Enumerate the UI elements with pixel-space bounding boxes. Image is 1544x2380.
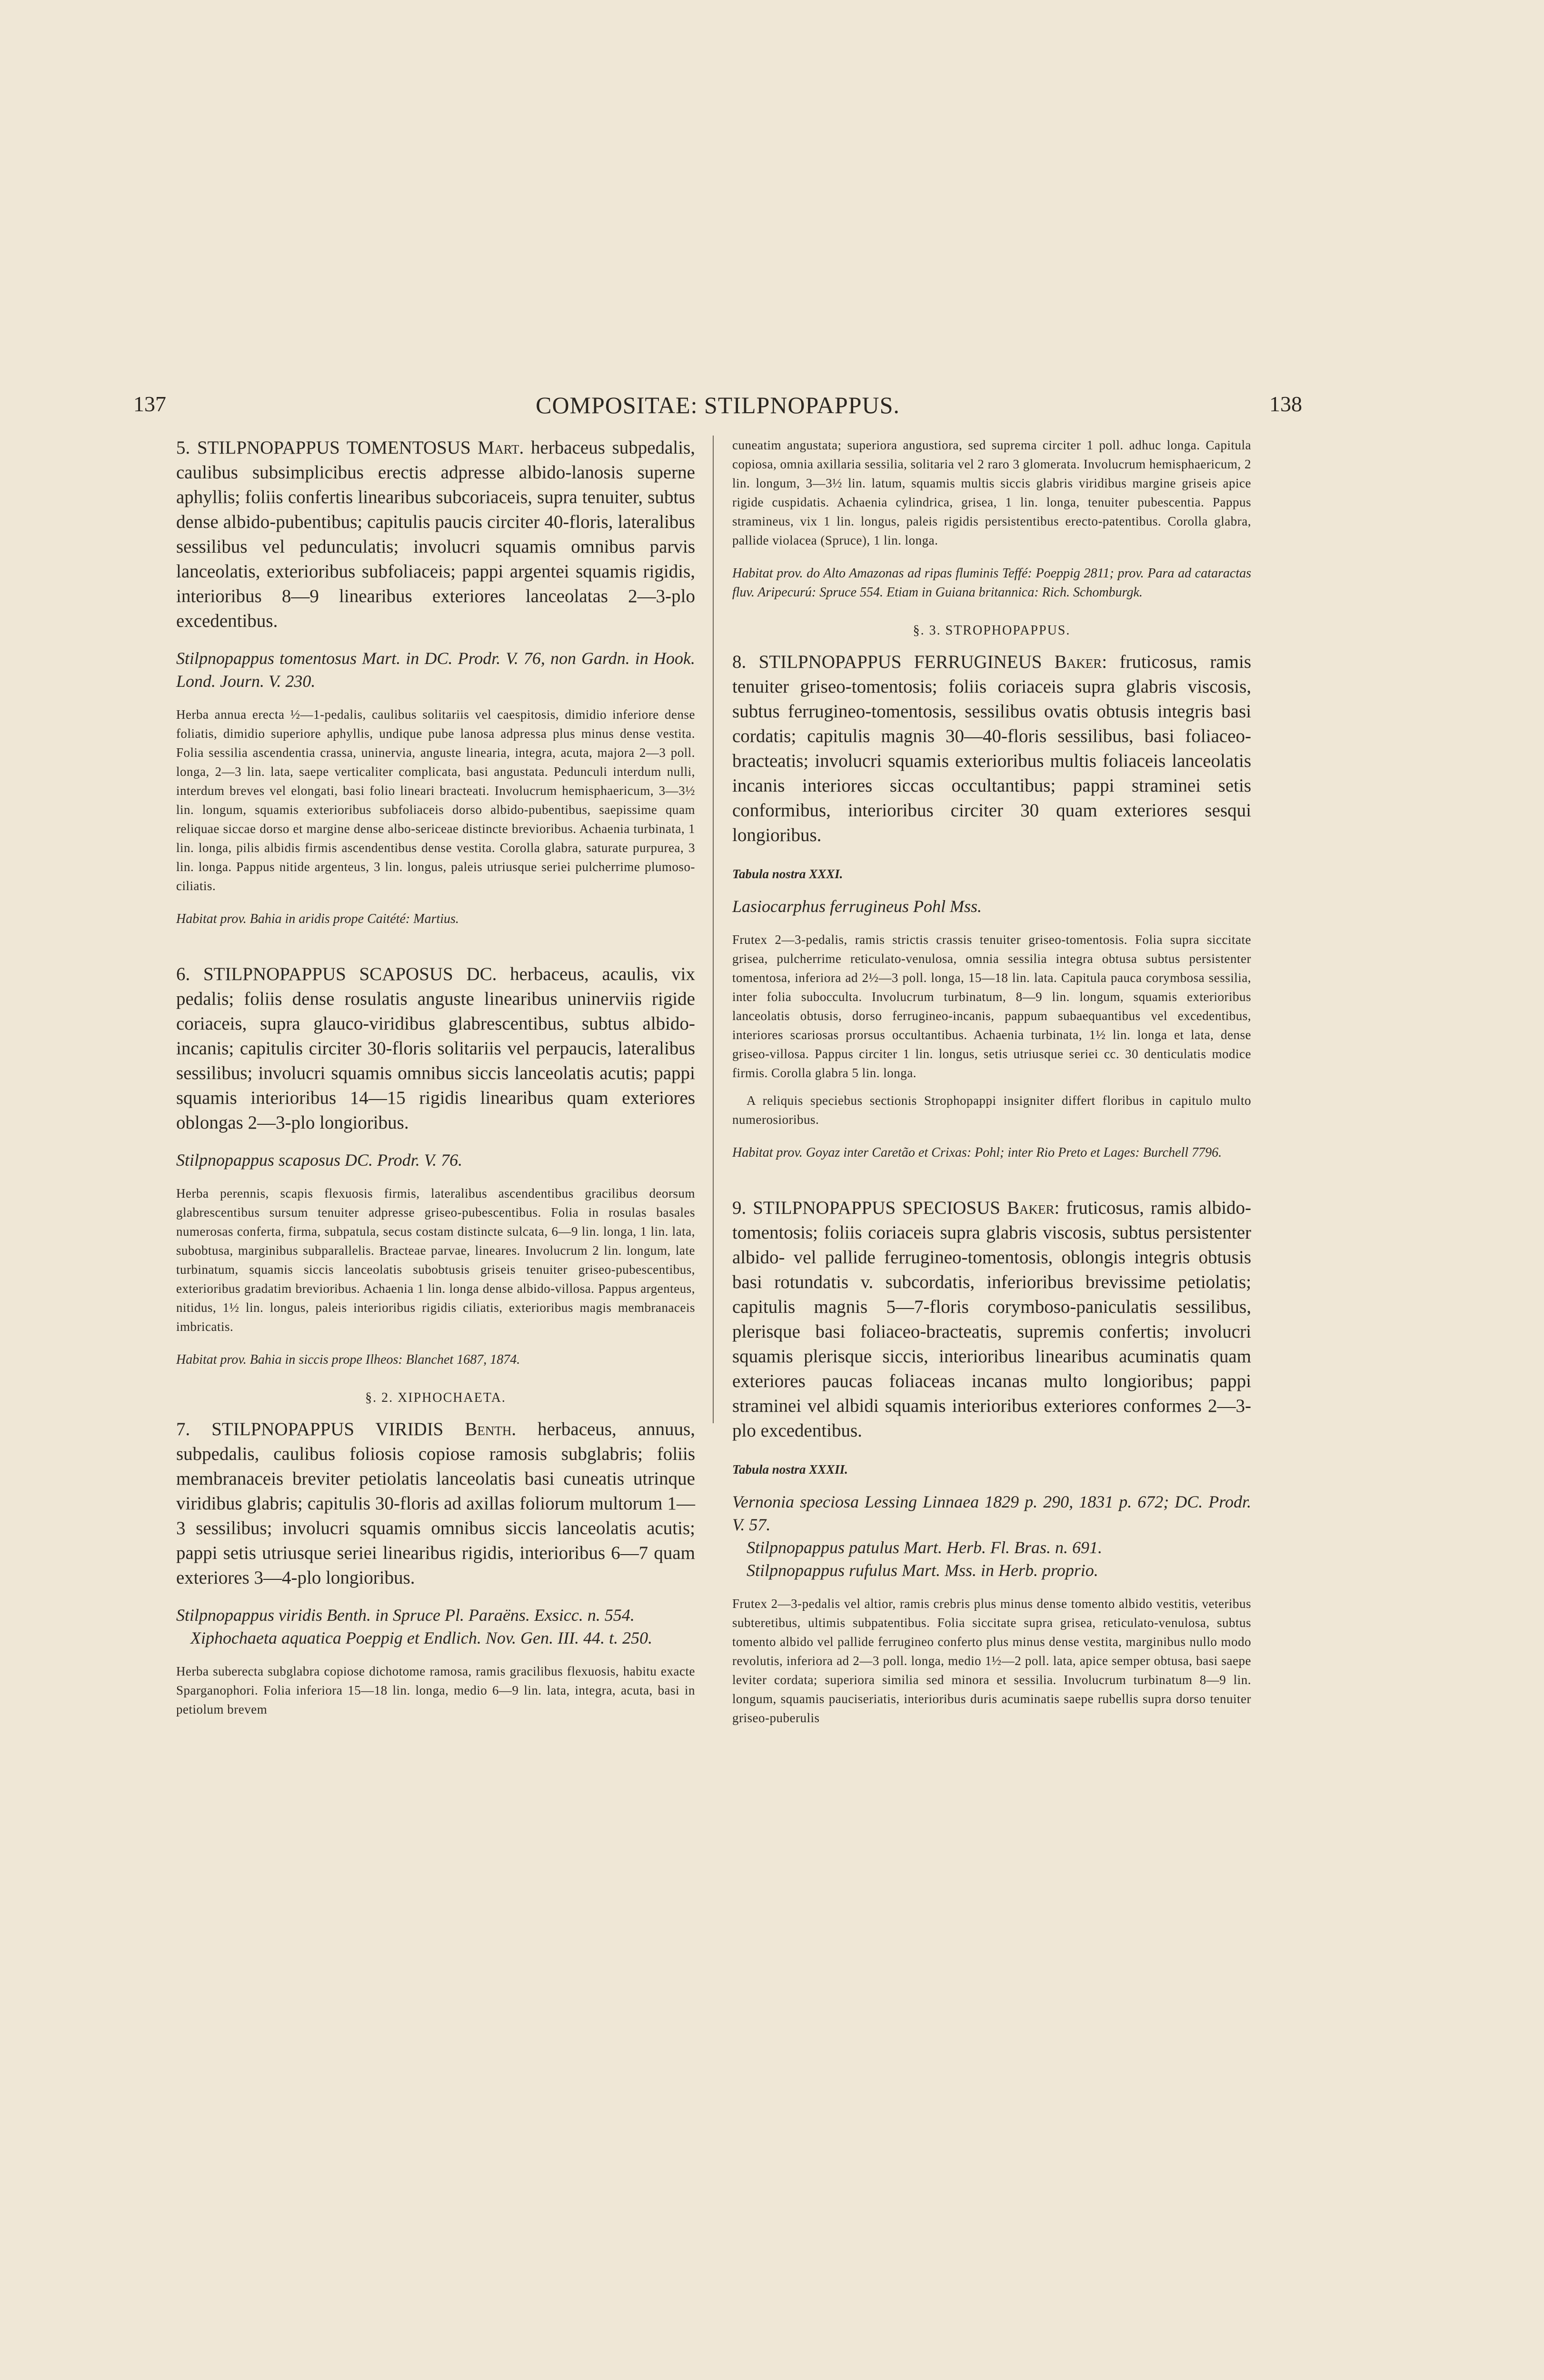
species-7-synonym-1: Stilpnopappus viridis Benth. in Spruce Pl. Paraëns. Exsicc. n. 554. [176,1606,635,1625]
species-9-heading: 9. STILPNOPAPPUS SPECIOSUS [732,1198,1000,1218]
section-2-heading: §. 2. XIPHOCHAETA. [365,1390,506,1405]
species-7-text: herbaceus, annuus, subpedalis, caulibus foliosis copiose ramosis subglabris; foliis membranaceis breviter petiolatis lanceolatis basi cuneatis utrinque viridibus glabris; capitulis 30-floris ad axillas foliorum multorum 1—3 sessilibus; involucri squamis omnibus siccis lanceolatis acutis; pappi setis utriusque seriei linearibus rigidis, interioribus 6—7 quam exteriores 3—4-plo longioribus. [176,1419,696,1588]
species-7-description: Herba suberecta subglabra copiose dichotome ramosa, ramis gracilibus flexuosis, habitu exacte Sparganophori. Folia inferiora 15—18 lin. longa, medio 6—9 lin. lata, integra, acuta, basi in petiolum brevem [176,1664,695,1716]
species-9-description: Frutex 2—3-pedalis vel altior, ramis crebris plus minus dense tomento albido vestitis, veteribus subteretibus, ultimis subpatentibus. Folia siccitate supra grisea, reticulato-venulosa, subtus tomento albido vel pallide ferrugineo conferto plus minus dense vestita, marginibus nullo modo revolutis, inferiora ad 2—3 poll. longa, medio 1½—2 poll. lata, apice semper obtusa, basi saepe leviter cordata; superiora similia sed minora et sessilia. Involucrum turbinatum 8—9 lin. longum, squamis pauciseriatis, interioribus duris acuminatis saepe rubellis supra dorso tenuiter griseo-puberulis [732,1597,1251,1725]
species-9-diagnosis [732,1196,1251,1443]
species-8-note: A reliquis speciebus sectionis Strophopappi insigniter differt floribus in capitulo multo numerosioribus. [732,1093,1251,1127]
species-8-habitat: Habitat prov. Goyaz inter Caretão et Crixas: Pohl; inter Rio Preto et Lages: Burchell 7796. [732,1145,1222,1160]
page-number-left: 137 [133,392,166,416]
species-8-author: Baker: [1054,652,1107,672]
species-8-diagnosis [732,650,1251,848]
species-9-synonym-2: Stilpnopappus patulus Mart. Herb. Fl. Bras. n. 691. [747,1538,1103,1557]
species-5-habitat: Habitat prov. Bahia in aridis prope Caitété: Martius. [176,912,459,926]
page-number-right: 138 [1269,392,1302,416]
species-6-heading: 6. STILPNOPAPPUS SCAPOSUS [176,964,453,984]
species-9-author: Baker: [1007,1198,1060,1218]
species-9-synonym-1: Vernonia speciosa Lessing Linnaea 1829 p. 290, 1831 p. 672; DC. Prodr. V. 57. [732,1492,1251,1534]
species-6-description: Herba perennis, scapis flexuosis firmis, lateralibus ascendentibus gracilibus deorsum glabrescentibus sursum tenuiter adpresse griseo-pubescentibus. Folia in rosulas basales numerosas conferta, firma, subpatula, secus costam distincte sulcata, 6—9 lin. longa, 1 lin. lata, subobtusa, marginibus subparallelis. Bracteae parvae, lineares. Involucrum 2 lin. longum, late turbinatum, squamis siccis lanceolatis subobtusis griseis tenuiter griseo-pubescentibus, exterioribus gradatim brevioribus. Achaenia 1 lin. longa dense albido-villosa. Pappus argenteus, nitidus, 1½ lin. longus, paleis interioribus rigidis ciliatis, exterioribus magis membranaceis imbricatis. [176,1186,695,1334]
species-5-author: Mart. [478,437,524,458]
species-7-heading: 7. STILPNOPAPPUS VIRIDIS [176,1419,444,1439]
species-8-plate: Tabula nostra XXXI. [732,867,843,881]
species-6-diagnosis [176,962,695,1135]
right-column [732,436,1251,1727]
species-7-diagnosis [176,1417,695,1590]
species-8-description: Frutex 2—3-pedalis, ramis strictis crassis tenuiter griseo-tomentosis. Folia supra siccitate grisea, pulcherrime reticulato-venulosa, omnia sessilia integra obtusa subtus persistenter tomentosa, inferiora ad 2½—3 poll. longa, 15—18 lin. lata. Capitula pauca corymbosa sessilia, inter folia subocculta. Involucrum turbinatum, 8—9 lin. longum, squamis exterioribus lanceolatis obtusis, dorso ferrugineo-incanis, pappum subaequantibus vel excedentibus, interiores scariosas prorsus occultantibus. Achaenia turbinata, 1½ lin. longa et lata, dense griseo-villosa. Pappus circiter 1 lin. longus, setis utriusque seriei cc. 30 denticulatis modice firmis. Corolla glabra 5 lin. longa. [732,932,1251,1080]
species-6-text: herbaceus, acaulis, vix pedalis; foliis dense rosulatis anguste linearibus uninerviis rigide coriaceis, supra glauco-viridibus glabrescentibus, subtus albido-incanis; capitulis circiter 30-floris solitariis vel perpaucis, lateralibus sessilibus; involucri squamis omnibus siccis lanceolatis acutis; pappi squamis interioribus 14—15 rigidis linearibus quam exteriores oblongas 2—3-plo longioribus. [176,964,696,1133]
species-5-text: herbaceus subpedalis, caulibus subsimplicibus erectis adpresse albido-lanosis superne aphyllis; foliis confertis linearibus subcoriaceis, supra tenuiter, subtus dense albido-pubentibus; capitulis paucis circiter 40-floris, lateralibus sessilibus vel pedunculatis; involucri squamis omnibus parvis lanceolatis, exterioribus subfoliaceis; pappi argentei squamis rigidis, interioribus 8—9 linearibus exteriores lanceolatas 2—3-plo excedentibus. [176,437,696,631]
species-9-plate: Tabula nostra XXXII. [732,1462,848,1477]
species-8-synonymy: Lasiocarphus ferrugineus Pohl Mss. [732,897,982,916]
species-7-habitat: Habitat prov. do Alto Amazonas ad ripas fluminis Teffé: Poeppig 2811; prov. Para ad cataractas fluv. Aripecurú: Spruce 554. Etiam in Guiana britannica: Rich. Schomburgk. [732,566,1251,600]
running-title: COMPOSITAE: STILPNOPAPPUS. [536,392,900,418]
page-header [133,391,1302,425]
species-9-text: fruticosus, ramis albido-tomentosis; foliis coriaceis supra glabris viscosis, subtus persistenter albido- vel pallide ferrugineo-tomentosis, oblongis integris obtusis basi rotundatis v. subcordatis, inferioribus brevissime petiolatis; capitulis magnis 5—7-floris corymboso-paniculatis sessilibus, plerisque basi foliaceo-bracteatis, supremis confertis; involucri squamis plerisque siccis, interioribus linearibus acuminatis quam exteriores paucas foliaceas incanas multo longioribus; pappi straminei vel albidi squamis interioribus exteriores conformes 2—3-plo excedentibus. [732,1198,1252,1441]
species-5-description: Herba annua erecta ½—1-pedalis, caulibus solitariis vel caespitosis, dimidio inferiore dense foliatis, dimidio superiore aphyllis, undique pube lanosa adpressa plus minus dense vestita. Folia sessilia ascendentia crassa, uninervia, anguste linearia, integra, acuta, majora 2—3 poll. longa, 2—3 lin. lata, saepe verticaliter complicata, basi angustata. Pedunculi interdum nulli, interdum breves vel elongati, basi folio lineari bracteati. Involucrum hemisphaericum, 3—3½ lin. longum, squamis exterioribus subfoliaceis dorso albido-pubentibus, saepissime quam reliquae siccae dorso et margine dense albo-sericeae distincte brevioribus. Achaenia turbinata, 1 lin. longa, pilis albidis firmis ascendentibus dense vestita. Corolla glabra, saturate purpurea, 3 lin. longa. Pappus nitide argenteus, 3 lin. longus, paleis utriusque seriei pulcherrime plumoso-ciliatis. [176,707,695,893]
species-5-heading: 5. STILPNOPAPPUS TOMENTOSUS [176,437,471,458]
species-7-author: Benth. [465,1419,517,1439]
species-6-author: DC. [466,964,497,984]
species-7-description-continued: cuneatim angustata; superiora angustiora, sed suprema circiter 1 poll. adhuc longa. Capitula copiosa, omnia axillaria sessilia, solitaria vel 2 raro 3 glomerata. Involucrum hemisphaericum, 2 lin. longum, 3—3½ lin. latum, squamis multis siccis glabris viridibus margine griseis apice rigide cuspidatis. Achaenia cylindrica, grisea, 1 lin. longa, tenuiter pubescentia. Pappus stramineus, vix 1 lin. longus, paleis rigidis persistentibus erecto-patentibus. Corolla glabra, pallide violacea (Spruce), 1 lin. longa. [732,438,1251,547]
species-5-diagnosis [176,436,695,634]
species-8-heading: 8. STILPNOPAPPUS FERRUGINEUS [732,652,1042,672]
column-divider [713,436,714,1423]
left-column [176,436,695,1719]
species-6-habitat: Habitat prov. Bahia in siccis prope Ilheos: Blanchet 1687, 1874. [176,1352,520,1367]
species-5-synonymy: Stilpnopappus tomentosus Mart. in DC. Prodr. V. 76, non Gardn. in Hook. Lond. Journ. V. 230. [176,649,695,691]
species-7-synonym-2: Xiphochaeta aquatica Poeppig et Endlich. Nov. Gen. III. 44. t. 250. [190,1628,653,1647]
species-6-synonymy: Stilpnopappus scaposus DC. Prodr. V. 76. [176,1150,463,1170]
species-8-text: fruticosus, ramis tenuiter griseo-tomentosis; foliis coriaceis supra glabris viscosis, subtus ferrugineo-tomentosis, sessilibus ovatis obtusis integris basi cordatis; capitulis magnis 30—40-floris sessilibus, basi foliaceo-bracteatis; involucri squamis exterioribus multis foliaceis lanceolatis incanis interiores siccas occultantibus; pappi straminei setis conformibus, interioribus circiter 30 quam exteriores sesqui longioribus. [732,652,1251,845]
section-3-heading: §. 3. STROPHOPAPPUS. [913,623,1071,638]
species-9-synonym-3: Stilpnopappus rufulus Mart. Mss. in Herb. proprio. [747,1561,1098,1580]
